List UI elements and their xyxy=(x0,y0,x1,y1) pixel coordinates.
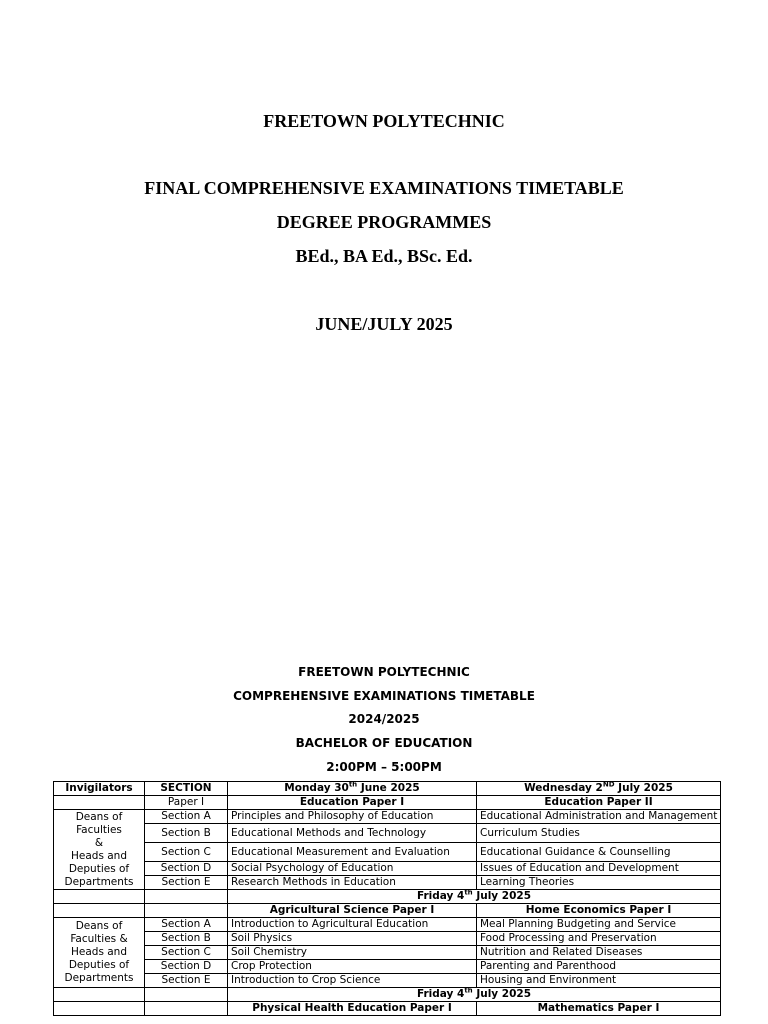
table-row xyxy=(54,946,721,960)
section-cell: Section A xyxy=(145,810,228,824)
block2-col2-title: Home Economics Paper I xyxy=(477,904,721,918)
tt-time: 2:00PM – 5:00PM xyxy=(326,760,442,774)
block1-col1-title: Education Paper I xyxy=(228,796,477,810)
empty-cell xyxy=(145,904,228,918)
table-row xyxy=(54,1002,721,1016)
empty-cell xyxy=(145,988,228,1002)
tt-title: COMPREHENSIVE EXAMINATIONS TIMETABLE xyxy=(233,689,535,703)
header-row xyxy=(54,782,721,796)
course-cell: Crop Protection xyxy=(228,960,477,974)
block3-col2-title: Mathematics Paper I xyxy=(477,1002,721,1016)
block2-invigilators: Deans of Faculties & Heads and Deputies of Departments xyxy=(54,918,145,988)
course-cell: Educational Administration and Management xyxy=(477,810,721,824)
course-cell: Issues of Education and Development xyxy=(477,862,721,876)
date-row-friday: Friday 4th July 2025 xyxy=(228,988,721,1002)
section-cell: Section E xyxy=(145,974,228,988)
section-cell: Section D xyxy=(145,862,228,876)
table-row xyxy=(54,876,721,890)
course-cell: Introduction to Crop Science xyxy=(228,974,477,988)
table-row xyxy=(54,918,721,932)
table-row xyxy=(54,810,721,824)
course-cell: Introduction to Agricultural Education xyxy=(228,918,477,932)
course-cell: Nutrition and Related Diseases xyxy=(477,946,721,960)
course-cell: Housing and Environment xyxy=(477,974,721,988)
section-cell: Section D xyxy=(145,960,228,974)
course-cell: Soil Chemistry xyxy=(228,946,477,960)
paper-label: Paper I xyxy=(145,796,228,810)
course-cell: Educational Guidance & Counselling xyxy=(477,843,721,862)
course-cell: Social Psychology of Education xyxy=(228,862,477,876)
cover-degrees: BEd., BA Ed., BSc. Ed. xyxy=(295,246,473,266)
table-row xyxy=(54,824,721,843)
header-day2: Wednesday 2ND July 2025 xyxy=(477,782,721,796)
block1-col2-title: Education Paper II xyxy=(477,796,721,810)
empty-cell xyxy=(54,796,145,810)
header-day1: Monday 30th June 2025 xyxy=(228,782,477,796)
section-cell: Section B xyxy=(145,932,228,946)
table-row xyxy=(54,843,721,862)
tt-year: 2024/2025 xyxy=(348,712,420,726)
block3-col1-title: Physical Health Education Paper I xyxy=(228,1002,477,1016)
table-row xyxy=(54,862,721,876)
block1-invigilators: Deans of Faculties & Heads and Deputies of Departments xyxy=(54,810,145,890)
section-cell: Section C xyxy=(145,843,228,862)
empty-cell xyxy=(145,890,228,904)
empty-cell xyxy=(54,1002,145,1016)
table-row xyxy=(54,988,721,1002)
table-row xyxy=(54,960,721,974)
table-row xyxy=(54,904,721,918)
course-cell: Educational Methods and Technology xyxy=(228,824,477,843)
table-row xyxy=(54,890,721,904)
section-cell: Section E xyxy=(145,876,228,890)
course-cell: Principles and Philosophy of Education xyxy=(228,810,477,824)
cover-programmes: DEGREE PROGRAMMES xyxy=(276,212,492,232)
course-cell: Educational Measurement and Evaluation xyxy=(228,843,477,862)
course-cell: Learning Theories xyxy=(477,876,721,890)
exam-timetable xyxy=(53,781,721,1016)
section-cell: Section A xyxy=(145,918,228,932)
section-cell: Section B xyxy=(145,824,228,843)
date-row-friday: Friday 4th July 2025 xyxy=(228,890,721,904)
cover-institution: FREETOWN POLYTECHNIC xyxy=(263,111,505,131)
empty-cell xyxy=(145,1002,228,1016)
block2-col1-title: Agricultural Science Paper I xyxy=(228,904,477,918)
cover-period: JUNE/JULY 2025 xyxy=(315,314,453,334)
table-row xyxy=(54,974,721,988)
header-section: SECTION xyxy=(145,782,228,796)
course-cell: Food Processing and Preservation xyxy=(477,932,721,946)
cover-title: FINAL COMPREHENSIVE EXAMINATIONS TIMETABLE xyxy=(144,178,624,198)
header-invigilators: Invigilators xyxy=(54,782,145,796)
tt-institution: FREETOWN POLYTECHNIC xyxy=(298,665,470,679)
course-cell: Research Methods in Education xyxy=(228,876,477,890)
course-cell: Parenting and Parenthood xyxy=(477,960,721,974)
course-cell: Curriculum Studies xyxy=(477,824,721,843)
course-cell: Meal Planning Budgeting and Service xyxy=(477,918,721,932)
table-row xyxy=(54,796,721,810)
course-cell: Soil Physics xyxy=(228,932,477,946)
empty-cell xyxy=(54,890,145,904)
tt-programme: BACHELOR OF EDUCATION xyxy=(295,736,473,750)
section-cell: Section C xyxy=(145,946,228,960)
empty-cell xyxy=(54,988,145,1002)
table-row xyxy=(54,932,721,946)
empty-cell xyxy=(54,904,145,918)
